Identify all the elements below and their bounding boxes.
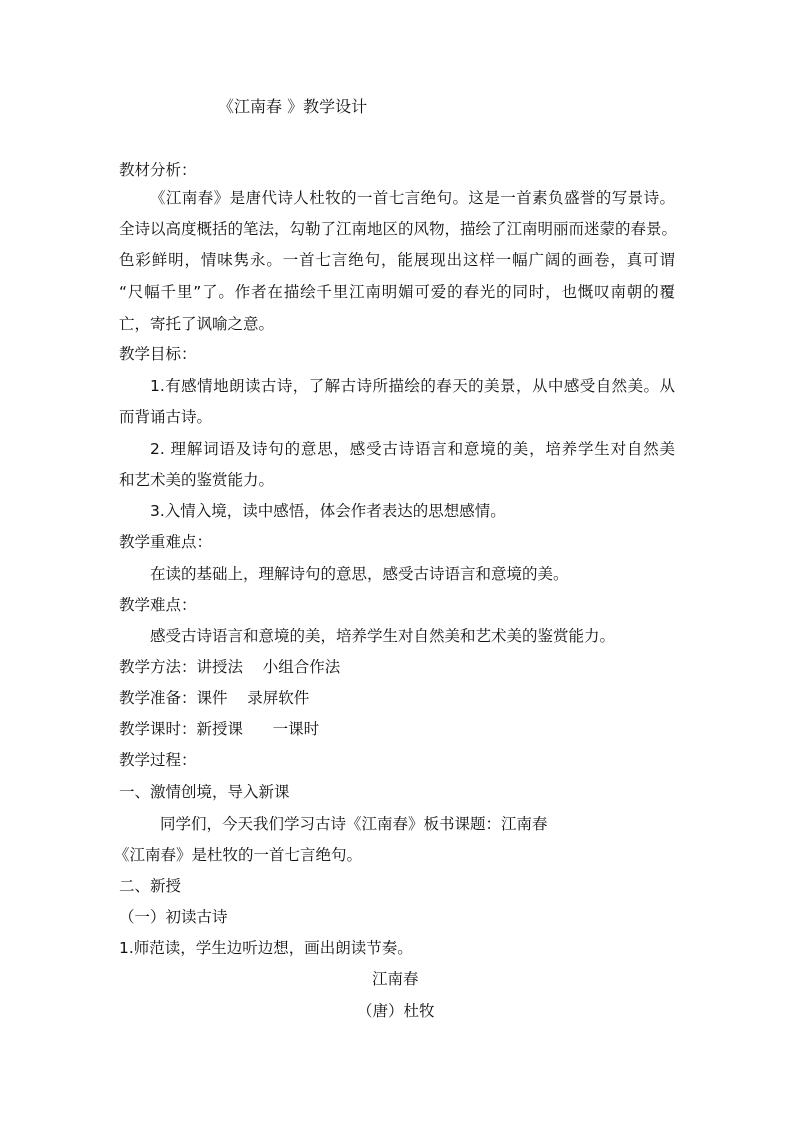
poem-author: （唐）杜牧 xyxy=(357,1002,435,1020)
teaching-preparation: 教学准备：课件 录屏软件 xyxy=(119,689,310,707)
goals-heading: 教学目标： xyxy=(119,345,197,363)
analysis-line-4: “尺幅千里”了。作者在描绘千里江南明媚可爱的春光的同时，也慨叹南朝的覆 xyxy=(119,283,675,301)
process-heading: 教学过程： xyxy=(119,751,197,769)
sub1-heading: （一）初读古诗 xyxy=(119,908,228,926)
teaching-method: 教学方法：讲授法 小组合作法 xyxy=(119,658,341,676)
goal-line-4: 和艺术美的鉴赏能力。 xyxy=(119,471,275,489)
poem-title: 江南春 xyxy=(372,970,419,988)
step2-heading: 二、新授 xyxy=(119,877,182,895)
step1-line-2: 《江南春》是杜牧的一首七言绝句。 xyxy=(114,846,363,864)
analysis-heading: 教材分析： xyxy=(119,161,197,179)
analysis-line-5: 亡，寄托了讽喻之意。 xyxy=(119,315,275,333)
goal-line-3: 2. 理解词语及诗句的意思，感受古诗语言和意境的美，培养学生对自然美 xyxy=(150,440,675,458)
analysis-line-3: 色彩鲜明，情味隽永。一首七言绝句，能展现出这样一幅广阔的画卷，真可谓 xyxy=(119,251,675,269)
analysis-line-2: 全诗以高度概括的笔法，勾勒了江南地区的风物，描绘了江南明丽而迷蒙的春景。 xyxy=(119,220,678,238)
difficulty-heading: 教学难点： xyxy=(119,596,197,614)
difficulty-line: 感受古诗语言和意境的美，培养学生对自然美和艺术美的鉴赏能力。 xyxy=(150,627,616,645)
key-line: 在读的基础上，理解诗句的意思，感受古诗语言和意境的美。 xyxy=(150,565,569,583)
goal-line-2: 而背诵古诗。 xyxy=(119,408,213,426)
goal-line-1: 1.有感情地朗读古诗，了解古诗所描绘的春天的美景，从中感受自然美。从 xyxy=(150,377,675,395)
teaching-hours: 教学课时：新授课 一课时 xyxy=(119,720,320,738)
sub1-item-1: 1.师范读，学生边听边想，画出朗读节奏。 xyxy=(119,939,413,957)
step1-line-1: 同学们，今天我们学习古诗《江南春》板书课题：江南春 xyxy=(160,815,548,833)
key-heading: 教学重难点： xyxy=(119,533,213,551)
analysis-line-1: 《江南春》是唐代诗人杜牧的一首七言绝句。这是一首素负盛誉的写景诗。 xyxy=(150,189,675,207)
step1-heading: 一、激情创境，导入新课 xyxy=(119,783,290,801)
document-title: 《江南春 》教学设计 xyxy=(218,97,368,116)
goal-line-5: 3.入情入境，读中感悟，体会作者表达的思想感情。 xyxy=(150,502,506,520)
